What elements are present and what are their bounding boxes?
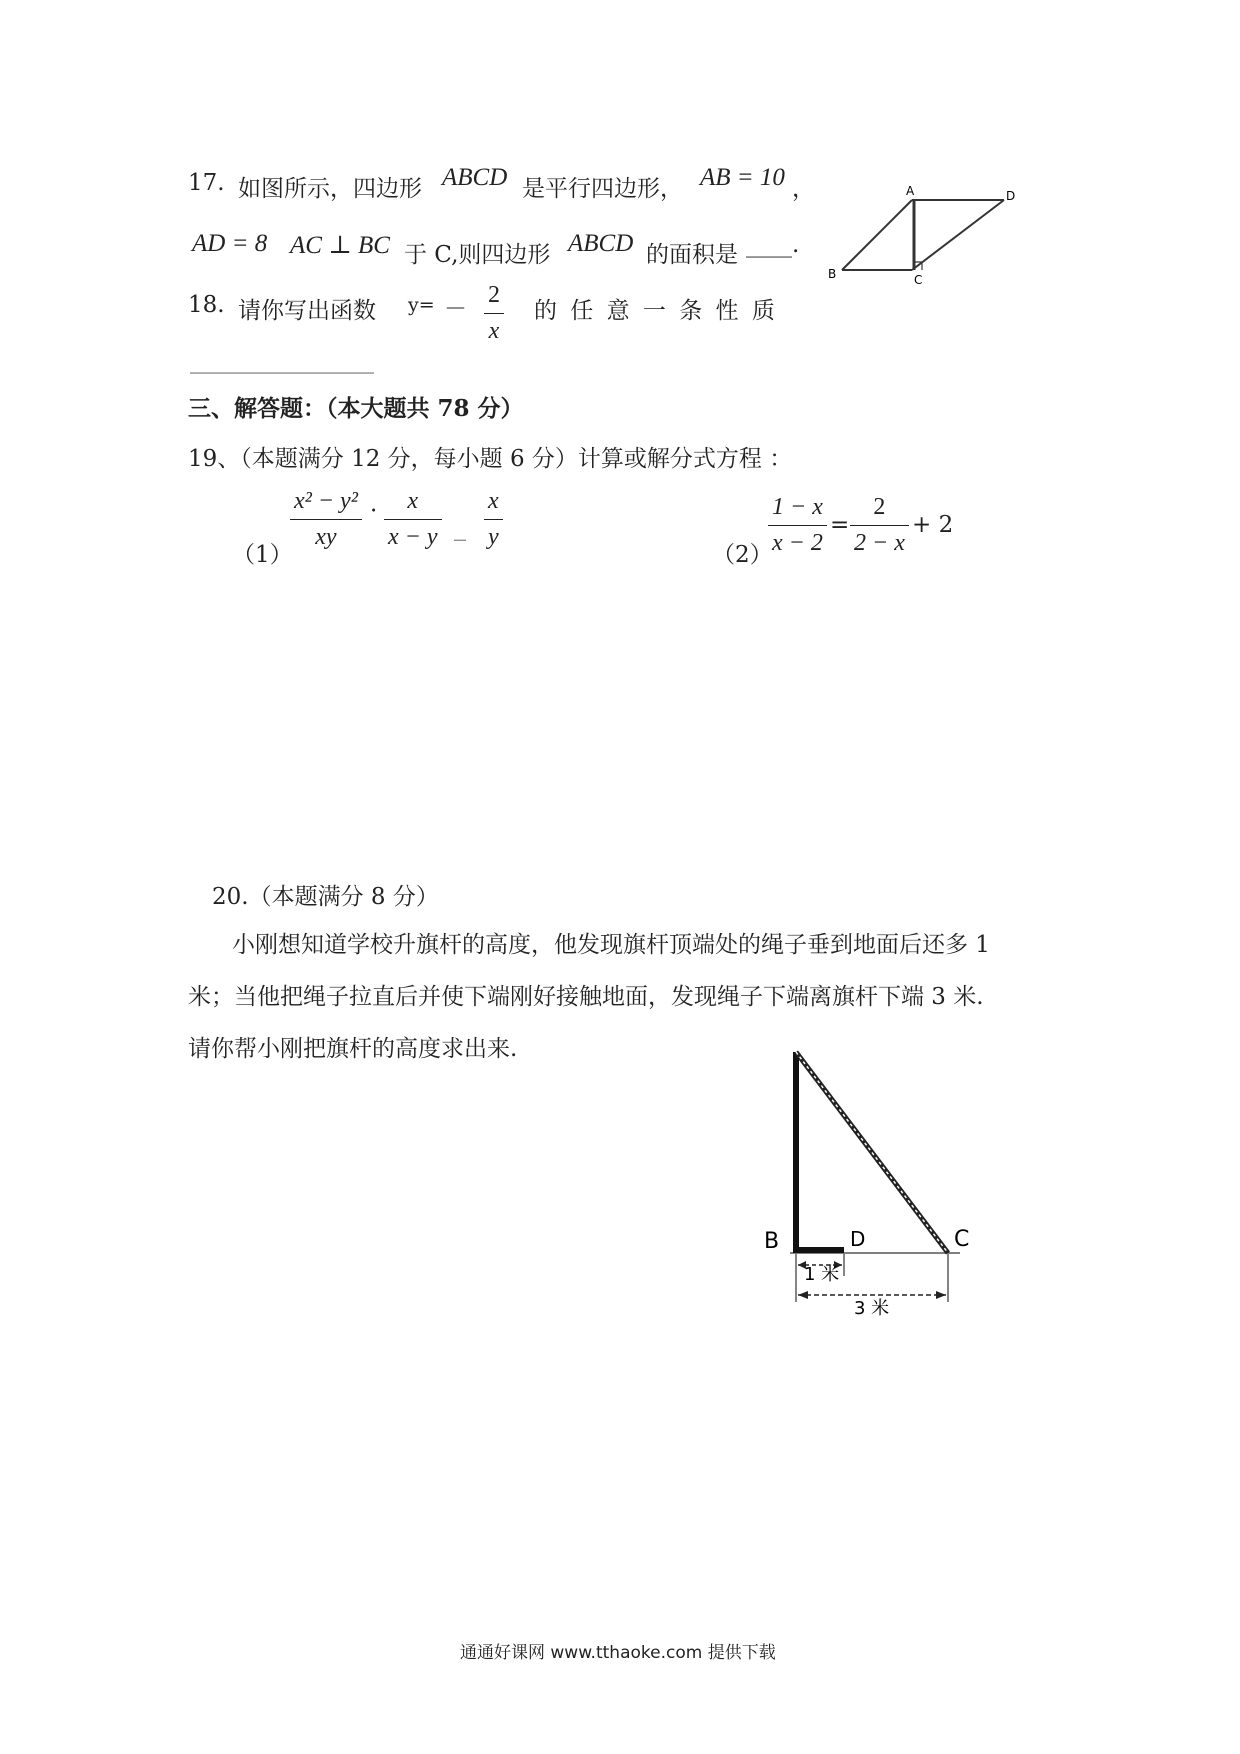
q19-part2-plus-two: + 2: [912, 512, 954, 538]
q17-text-2: 是平行四边形，: [522, 176, 683, 202]
edge-ab: [842, 200, 912, 270]
parallelogram-figure: [820, 176, 1020, 286]
q19-part1-label: （1）: [232, 542, 293, 568]
q20-line-1: 小刚想知道学校升旗杆的高度，他发现旗杆顶端处的绳子垂到地面后还多 1: [232, 932, 990, 958]
q18-answer-line: ________________: [190, 348, 374, 374]
label-d: D: [1006, 189, 1016, 203]
q19-part1-f2-denominator: x − y: [388, 524, 438, 550]
q19-part2-fraction-2: [850, 494, 909, 557]
q17-ab-equation: AB = 10: [700, 164, 785, 191]
q19-part1-f1-denominator: xy: [315, 524, 337, 550]
q20-title: 20.（本题满分 8 分）: [212, 884, 439, 910]
q19-part1-fraction-2: [384, 488, 442, 551]
q17-ad-equation: AD = 8: [192, 230, 268, 257]
arrow-3m-right: [936, 1291, 946, 1299]
q18-minus: －: [444, 296, 467, 322]
q18-fraction-denominator: x: [488, 318, 500, 344]
q17-number: 17.: [188, 170, 225, 196]
label-a: A: [906, 184, 915, 198]
q18-fraction-numerator: 2: [484, 282, 504, 314]
q19-part1-f1-numerator: x² − y²: [290, 488, 362, 520]
q17-abcd: ABCD: [442, 164, 508, 191]
q19-part1-f3-denominator: y: [488, 524, 499, 550]
q19-part1-fraction-3: [484, 488, 503, 551]
section-3-title: 三、解答题：（本大题共 78 分）: [188, 395, 524, 422]
q17-answer-blank: ____.: [746, 232, 800, 258]
q18-text-1: 请你写出函数: [238, 298, 376, 324]
q19-part1-f2-numerator: x: [384, 488, 442, 520]
q19-title: 19、（本题满分 12 分，每小题 6 分）计算或解分式方程 ：: [188, 446, 793, 472]
q19-part2-equals: =: [830, 512, 850, 538]
footer-text: 通通好课网 www.tthaoke.com 提供下载: [460, 1643, 776, 1663]
q19-part2-f2-denominator: 2 − x: [854, 530, 905, 556]
q17-text-3: 于 C,则四边形: [404, 242, 551, 268]
q17-text-1: 如图所示，四边形: [238, 176, 422, 202]
label-1-meter: 1 米: [804, 1264, 840, 1285]
label-b: B: [764, 1229, 780, 1254]
q17-text-4: 的面积是: [646, 242, 738, 268]
q17-comma: ，: [792, 176, 815, 202]
q18-text-2: 的 任 意 一 条 性 质: [534, 298, 778, 324]
q19-part1-f3-numerator: x: [484, 488, 503, 520]
q19-part1-minus: －: [452, 531, 469, 550]
flagpole-figure: [740, 1040, 1000, 1320]
label-c: C: [954, 1227, 970, 1252]
q19-part1-fraction-1: [290, 488, 362, 551]
label-b: B: [828, 267, 837, 281]
label-c: C: [914, 273, 923, 286]
arrow-3m-left: [798, 1291, 808, 1299]
q17-abcd-2: ABCD: [568, 230, 634, 257]
q20-line-3: 请你帮小刚把旗杆的高度求出来.: [188, 1036, 518, 1062]
label-d: D: [850, 1227, 866, 1251]
q19-multiply-dot: ·: [370, 498, 378, 524]
q18-fraction: [484, 282, 504, 345]
q19-part2-f1-numerator: 1 − x: [768, 494, 827, 526]
edge-cd: [912, 200, 1004, 270]
q19-part2-f2-numerator: 2: [850, 494, 909, 526]
q19-part2-fraction-1: [768, 494, 827, 557]
q18-y-equals: y=: [408, 294, 435, 316]
q18-number: 18.: [188, 292, 225, 318]
q17-perpendicular: AC ⊥ BC: [290, 232, 390, 259]
q19-part2-f1-denominator: x − 2: [772, 530, 823, 556]
q20-line-2: 米；当他把绳子拉直后并使下端刚好接触地面，发现绳子下端离旗杆下端 3 米.: [188, 984, 984, 1010]
q19-part2-label: （2）: [712, 542, 773, 568]
label-3-meters: 3 米: [854, 1298, 890, 1319]
